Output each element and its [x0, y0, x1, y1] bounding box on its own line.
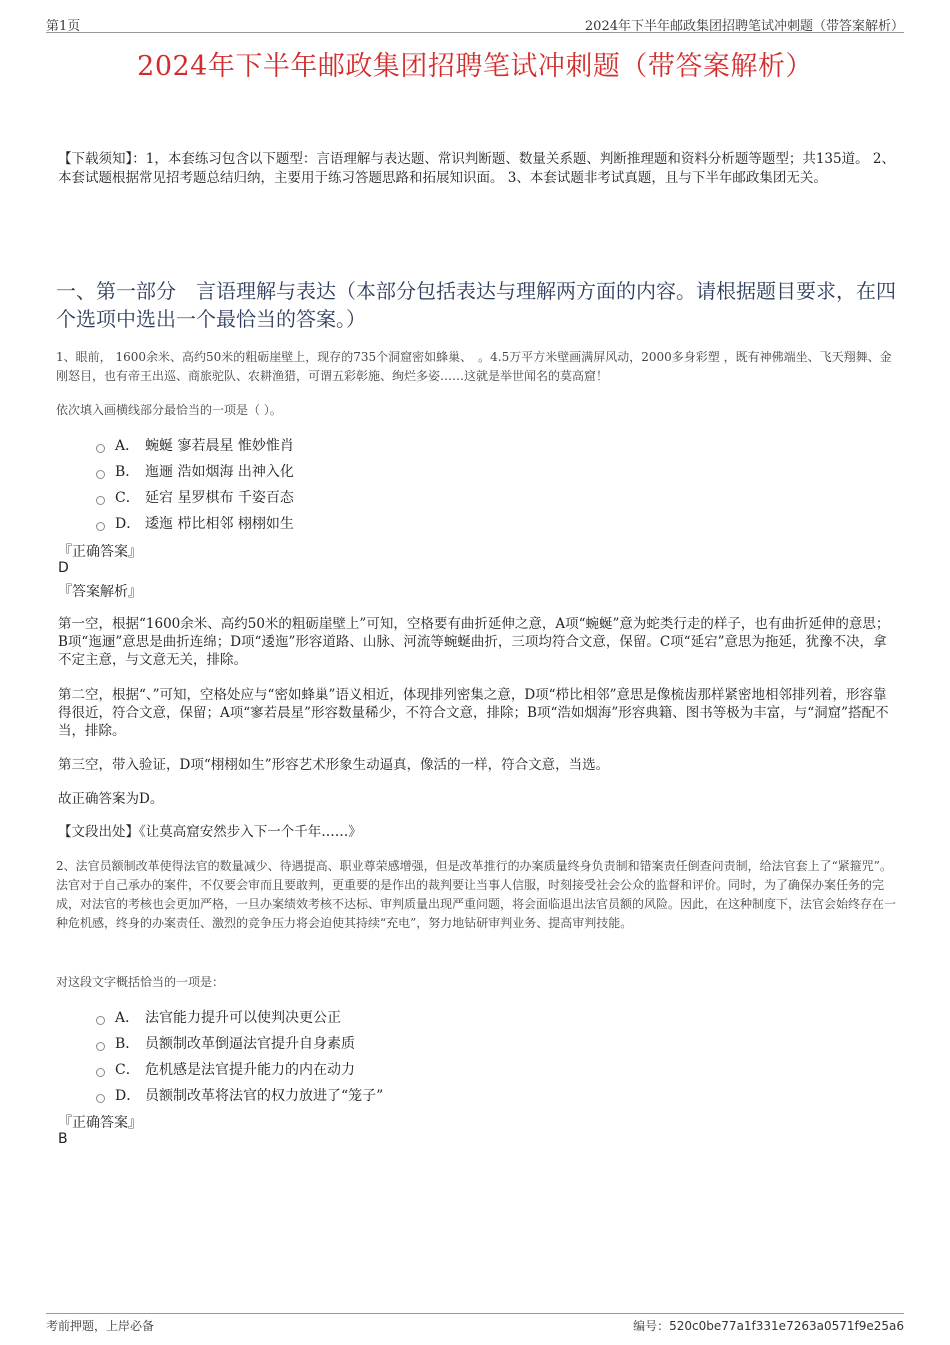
question-2-option-d[interactable]: D． 员额制改革将法官的权力放进了“笼子”	[96, 1082, 383, 1108]
question-1-analysis-label: 『答案解析』	[58, 584, 142, 600]
radio-icon[interactable]	[96, 444, 105, 453]
radio-icon[interactable]	[96, 496, 105, 505]
analysis-paragraph: 第二空，根据“、”可知，空格处应与“密如蜂巢”语义相近，体现排列密集之意，D项“栉比相邻”意思是像梳齿那样紧密地相邻排列着，形容靠得很近，符合文意，保留；A项“寥若晨星”形容数量稀少，不符合文意，排除；B项“浩如烟海”形容典籍、图书等极为丰富，与“洞窟”搭配不当，排除。	[58, 687, 889, 739]
question-1-answer: D	[58, 560, 69, 576]
passage-source: 【文段出处】《让莫高窟安然步入下一个千年……》	[58, 824, 362, 840]
question-1-text: 1、眼前， 1600余米、高约50米的粗砺崖壁上，现存的735个洞窟密如蜂巢、 。4.5万平方米壁画满屏风动，2000多身彩塑 ，既有神佛端坐、飞天翔舞、金刚怒目，也有帝王出巡、商旅驼队、农耕渔猎，可谓五彩彰施、绚烂多姿……这就是举世闻名的莫高窟！	[56, 350, 892, 383]
analysis-conclusion: 故正确答案为D。	[58, 791, 164, 807]
page-header	[46, 14, 904, 33]
question-1-option-c[interactable]: C． 延宕 星罗棋布 千姿百态	[96, 484, 294, 510]
question-1-answer-label: 『正确答案』	[58, 544, 142, 560]
footer-slogan: 考前押题，上岸必备	[46, 1319, 155, 1333]
page-number: 第1页	[46, 19, 81, 34]
question-2-answer: B	[58, 1131, 68, 1147]
question-1-prompt: 依次填入画横线部分最恰当的一项是（ ）。	[56, 403, 282, 417]
radio-icon[interactable]	[96, 1016, 105, 1025]
analysis-paragraph: 第一空，根据“1600余米、高约50米的粗砺崖壁上”可知，空格要有曲折延伸之意，A项“蜿蜒”意为蛇类行走的样子，也有曲折延伸的意思；B项“迤逦”意思是曲折连绵；D项“逶迤”形容道路、山脉、河流等蜿蜒曲折，三项均符合文意，保留。C项“延宕”意思为拖延，犹豫不决，拿不定主意，与文意无关，排除。	[58, 616, 890, 668]
question-1-options	[96, 432, 294, 536]
page-footer	[46, 1313, 904, 1333]
radio-icon[interactable]	[96, 1068, 105, 1077]
question-2-answer-label: 『正确答案』	[58, 1115, 142, 1131]
question-1-option-b[interactable]: B． 迤逦 浩如烟海 出神入化	[96, 458, 294, 484]
question-2-option-c[interactable]: C． 危机感是法官提升能力的内在动力	[96, 1056, 383, 1082]
question-2-options	[96, 1004, 383, 1108]
radio-icon[interactable]	[96, 1042, 105, 1051]
question-1-option-d[interactable]: D． 逶迤 栉比相邻 栩栩如生	[96, 510, 294, 536]
question-2-text: 2、法官员额制改革使得法官的数量减少、待遇提高、职业尊荣感增强，但是改革推行的办案质量终身负责制和错案责任倒查问责制，给法官套上了“紧箍咒”。法官对于自己承办的案件，不仅要会审而且要敢判，更重要的是作出的裁判要让当事人信服，时刻接受社会公众的监督和评价。同时，为了确保办案任务的完成，对法官的考核也会更加严格，一旦办案绩效考核不达标、审判质量出现严重问题，将会面临退出法官员额的风险。因此，在这种制度下，法官会始终存在一种危机感，终身的办案责任、激烈的竞争压力将会迫使其持续“充电”，努力地钻研审判业务、提高审判技能。	[56, 859, 897, 930]
download-notice: 【下载须知】：1，本套练习包含以下题型：言语理解与表达题、常识判断题、数量关系题、判断推理题和资料分析题等题型；共135道。 2、本套试题根据常见招考题总结归纳，主要用于练习答题思路和拓展知识面。 3、本套试题非考试真题，且与下半年邮政集团无关。	[58, 151, 895, 186]
radio-icon[interactable]	[96, 470, 105, 479]
radio-icon[interactable]	[96, 522, 105, 531]
question-1-option-a[interactable]: A． 蜿蜒 寥若晨星 惟妙惟肖	[96, 432, 294, 458]
document-title: 2024年下半年邮政集团招聘笔试冲刺题（带答案解析）	[137, 51, 813, 82]
section-heading: 一、第一部分 言语理解与表达（本部分包括表达与理解两方面的内容。请根据题目要求，在四个选项中选出一个最恰当的答案。）	[56, 279, 896, 331]
question-2-option-b[interactable]: B． 员额制改革倒逼法官提升自身素质	[96, 1030, 383, 1056]
header-doc-title: 2024年下半年邮政集团招聘笔试冲刺题（带答案解析）	[584, 19, 904, 34]
question-2-option-a[interactable]: A． 法官能力提升可以使判决更公正	[96, 1004, 383, 1030]
radio-icon[interactable]	[96, 1094, 105, 1103]
analysis-paragraph: 第三空，带入验证，D项“栩栩如生”形容艺术形象生动逼真，像活的一样，符合文意，当选。	[58, 757, 610, 773]
question-2-prompt: 对这段文字概括恰当的一项是：	[56, 975, 225, 989]
document-code: 编号：520c0be77a1f331e7263a0571f9e25a6	[633, 1319, 904, 1333]
